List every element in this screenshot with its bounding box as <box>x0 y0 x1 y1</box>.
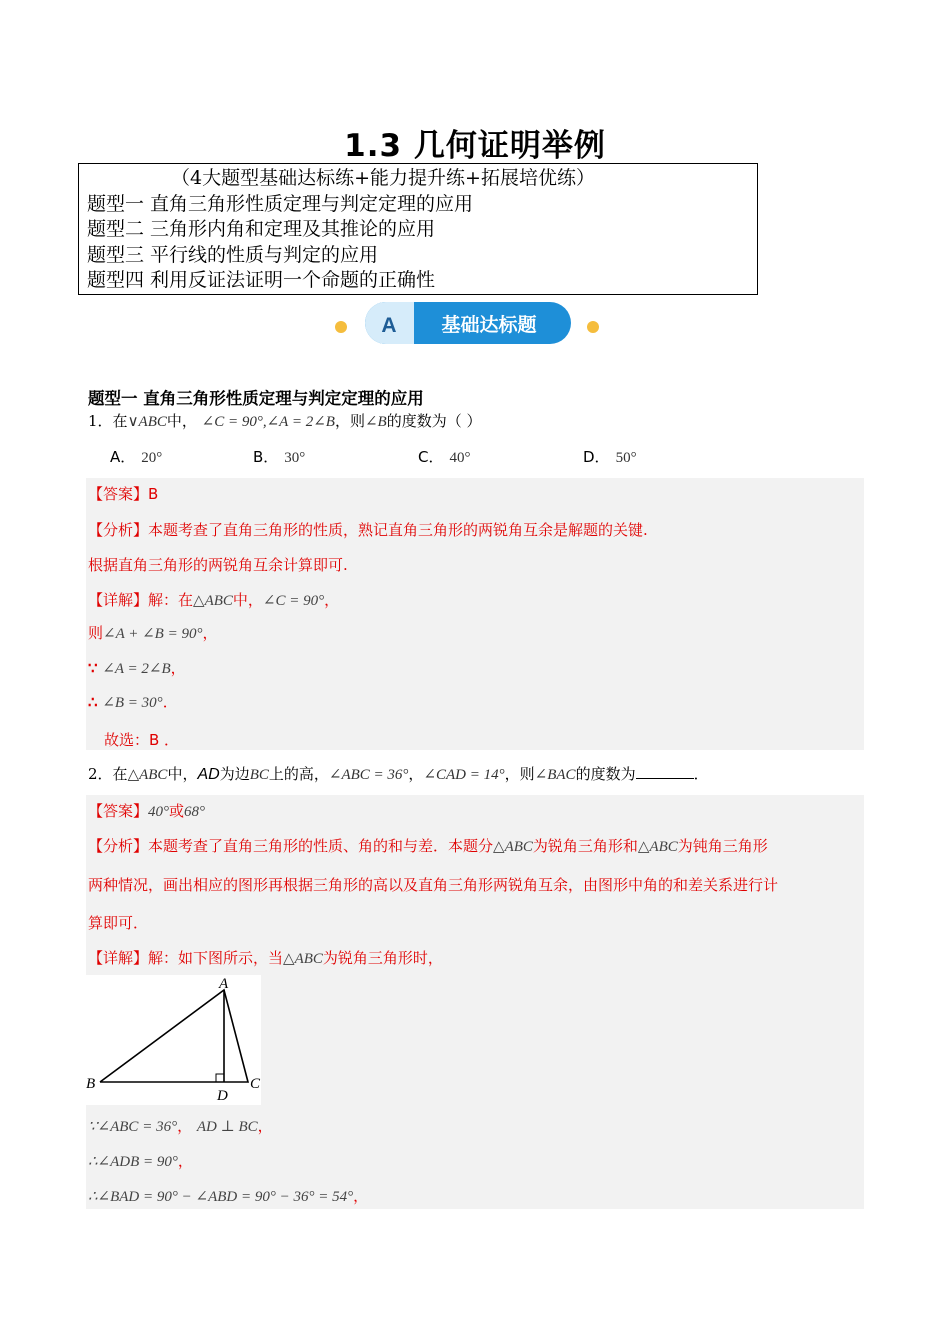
text: 为钝角三角形 <box>677 837 768 855</box>
analysis-line-3: 算即可． <box>88 914 149 932</box>
text: 中， <box>166 412 197 430</box>
option-label: B． <box>253 448 279 466</box>
analysis-line-2: 两种情况，画出相应的图形再根据三角形的高以及直角三角形两锐角互余，由图形中角的和差关系进行计 <box>88 876 779 894</box>
answer-tag: 【答案】 <box>88 802 149 820</box>
detail-line-1 <box>88 589 339 610</box>
math: ∠A = 2∠B <box>102 661 171 677</box>
text: 在 <box>112 765 128 783</box>
text: ，则 <box>504 765 535 783</box>
option-value: 50° <box>615 450 637 466</box>
text: 为锐角三角形时， <box>322 949 443 967</box>
text: ， <box>170 659 186 677</box>
option-label: D． <box>583 448 610 466</box>
detail-line-3 <box>88 657 186 678</box>
math: ∵∠ABC = 36° <box>88 1119 178 1135</box>
question-number: 1． <box>88 412 113 430</box>
math: AD <box>197 766 220 783</box>
math: ∠B <box>364 414 387 430</box>
toc-item: 题型三 平行线的性质与判定的应用 <box>87 243 379 266</box>
question-2 <box>88 763 709 784</box>
math: △ABC <box>193 593 233 609</box>
math: △ABC <box>493 839 533 855</box>
option-value: 40° <box>449 450 471 466</box>
math: AD ⊥ BC <box>196 1119 258 1135</box>
because-symbol: ∵ <box>88 659 98 677</box>
section-banner <box>250 300 700 348</box>
math: ∠BAC <box>534 767 576 783</box>
math: ∠B = 30° <box>102 695 163 711</box>
math: ∠ABC = 36° <box>328 767 409 783</box>
answer-line <box>88 483 158 504</box>
option-label: A． <box>110 448 136 466</box>
answer-tag: 【答案】 <box>88 485 149 503</box>
question-number: 2． <box>88 765 113 783</box>
vertex-label-c: C <box>250 1076 261 1092</box>
analysis-line-2: 根据直角三角形的两锐角互余计算即可. <box>88 556 348 574</box>
page-title: 1.3 几何证明举例 <box>344 128 606 164</box>
toc-item: 题型一 直角三角形性质定理与判定定理的应用 <box>87 192 474 215</box>
text: 中， <box>232 591 263 609</box>
text: ， <box>177 1152 193 1170</box>
math: △ABC <box>127 767 168 783</box>
step-line-3 <box>88 1185 368 1206</box>
question-1 <box>88 410 481 431</box>
text: 解：如下图所示，当 <box>148 949 284 967</box>
option-a <box>110 446 162 467</box>
text: 中， <box>167 765 198 783</box>
banner-dot-left-icon <box>335 321 347 333</box>
vertex-label-a: A <box>219 976 229 992</box>
detail-line-1 <box>88 947 443 968</box>
math: ∴∠ADB = 90° <box>88 1154 178 1170</box>
text: 或 <box>169 802 185 820</box>
analysis-line <box>88 519 648 540</box>
analysis-tag: 【分析】 <box>88 521 149 539</box>
text: 的度数为（ ） <box>386 412 482 430</box>
text: 为锐角三角形和 <box>532 837 638 855</box>
text: 本题考查了直角三角形的性质、角的和与差．本题分 <box>148 837 494 855</box>
option-value: 30° <box>284 450 306 466</box>
math: ∠C = 90° <box>262 593 325 609</box>
option-c <box>418 446 470 467</box>
step-line-2 <box>88 1150 193 1171</box>
text: 解：在 <box>148 591 194 609</box>
math: 40° <box>148 804 170 820</box>
answer-value: B <box>148 485 159 503</box>
option-d <box>583 446 637 467</box>
vertex-label-b: B <box>86 1076 96 1092</box>
answer-blank <box>636 764 694 779</box>
option-value: 20° <box>141 450 163 466</box>
analysis-line <box>88 835 768 856</box>
text: 上的高， <box>268 765 329 783</box>
math: ∠CAD = 14° <box>423 767 505 783</box>
text: ， <box>202 624 218 642</box>
detail-tag: 【详解】 <box>88 949 149 967</box>
choice-line: 故选：B ． <box>104 731 180 749</box>
math: ∠A + ∠B = 90° <box>103 626 203 642</box>
analysis-tag: 【分析】 <box>88 837 149 855</box>
text: 在 <box>112 412 128 430</box>
toc-item: 题型四 利用反证法证明一个命题的正确性 <box>87 269 436 291</box>
triangle-figure <box>86 975 261 1105</box>
text: ． <box>162 693 178 711</box>
triangle-outline <box>100 990 248 1082</box>
text: 为边 <box>219 765 250 783</box>
math: ∠C = 90°,∠A = 2∠B <box>201 414 335 430</box>
math: ∨ABC <box>127 414 167 430</box>
toc-item: 题型二 三角形内角和定理及其推论的应用 <box>87 218 436 240</box>
text: 的度数为 <box>575 765 636 783</box>
text: ，则 <box>334 412 365 430</box>
banner-dot-right-icon <box>587 321 599 333</box>
math: 68° <box>184 804 206 820</box>
math: ∴∠BAD = 90° − ∠ABD = 90° − 36° = 54° <box>88 1189 354 1205</box>
text: ， <box>324 591 340 609</box>
vertex-label-d: D <box>217 1088 228 1104</box>
answer-line <box>88 800 205 821</box>
toc-subtitle: （4大题型基础达标练+能力提升练+拓展培优练） <box>171 167 595 189</box>
step-line-1 <box>88 1115 273 1136</box>
option-b <box>253 446 305 467</box>
banner-letter: A <box>381 314 397 337</box>
detail-line-4 <box>88 691 178 712</box>
toc-box <box>78 163 758 295</box>
section-heading: 题型一 直角三角形性质定理与判定定理的应用 <box>88 389 424 408</box>
detail-tag: 【详解】 <box>88 591 149 609</box>
analysis-text: 本题考查了直角三角形的性质，熟记直角三角形的两锐角互余是解题的关键. <box>148 521 648 539</box>
text: ， <box>177 1117 193 1135</box>
option-label: C． <box>418 448 444 466</box>
math: △ABC <box>637 839 678 855</box>
banner-label: 基础达标题 <box>441 314 537 336</box>
therefore-symbol: ∴ <box>88 693 98 711</box>
text: ， <box>408 765 424 783</box>
math: BC <box>249 767 269 783</box>
text: ， <box>353 1187 369 1205</box>
math: △ABC <box>283 951 323 967</box>
detail-line-2 <box>88 622 217 643</box>
text: 则 <box>88 624 104 642</box>
text: ． <box>693 765 709 783</box>
right-angle-mark-icon <box>216 1074 224 1082</box>
text: ， <box>257 1117 273 1135</box>
